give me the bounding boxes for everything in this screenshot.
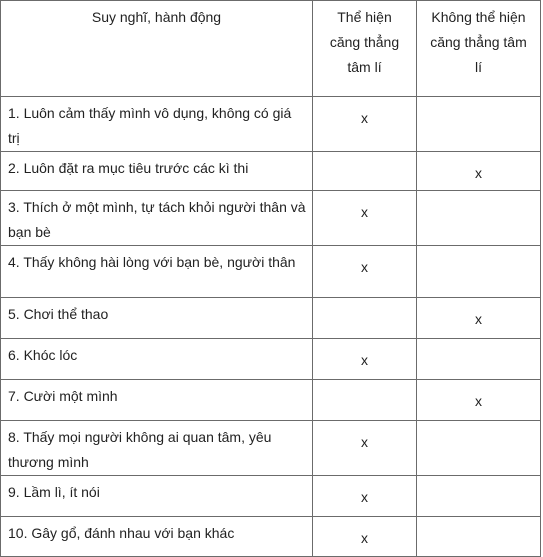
header-no-stress xyxy=(417,1,541,97)
no-stress-cell xyxy=(417,191,541,246)
statement-cell xyxy=(1,476,313,517)
table-row xyxy=(1,298,541,339)
stress-mark: x xyxy=(361,434,368,450)
no-stress-cell xyxy=(417,298,541,339)
table-row xyxy=(1,191,541,246)
statement-text: 8. Thấy mọi người không ai quan tâm, yêu thương mình xyxy=(8,429,272,470)
stress-mark: x xyxy=(361,110,368,126)
table-row xyxy=(1,517,541,557)
table-row xyxy=(1,380,541,421)
no-stress-mark xyxy=(417,421,540,430)
stress-cell xyxy=(313,339,417,380)
header-no-stress-text: Không thể hiện căng thẳng tâm lí xyxy=(430,9,527,75)
statement-text: 3. Thích ở một mình, tự tách khỏi người thân và bạn bè xyxy=(8,199,306,240)
stress-cell xyxy=(313,191,417,246)
statement-cell xyxy=(1,298,313,339)
statement-text: 4. Thấy không hài lòng với bạn bè, người thân xyxy=(8,254,296,270)
no-stress-mark xyxy=(417,191,540,200)
no-stress-mark: x xyxy=(475,165,482,181)
stress-mark: x xyxy=(361,352,368,368)
stress-cell xyxy=(313,380,417,421)
table-header-row xyxy=(1,1,541,97)
no-stress-mark xyxy=(417,246,540,255)
table-row xyxy=(1,339,541,380)
statement-cell xyxy=(1,339,313,380)
no-stress-cell xyxy=(417,476,541,517)
stress-cell xyxy=(313,152,417,191)
no-stress-mark xyxy=(417,97,540,106)
no-stress-cell xyxy=(417,97,541,152)
no-stress-mark xyxy=(417,476,540,485)
no-stress-cell xyxy=(417,152,541,191)
statement-text: 6. Khóc lóc xyxy=(8,347,78,363)
stress-cell xyxy=(313,97,417,152)
no-stress-mark xyxy=(417,339,540,348)
statement-cell xyxy=(1,191,313,246)
stress-cell xyxy=(313,517,417,557)
statement-cell xyxy=(1,380,313,421)
no-stress-cell xyxy=(417,246,541,298)
table-row xyxy=(1,421,541,476)
statement-text: 7. Cười một mình xyxy=(8,388,118,404)
no-stress-cell xyxy=(417,517,541,557)
stress-mark: x xyxy=(361,530,368,546)
stress-mark xyxy=(313,380,416,389)
no-stress-mark: x xyxy=(475,393,482,409)
no-stress-cell xyxy=(417,380,541,421)
stress-cell xyxy=(313,476,417,517)
table-row xyxy=(1,246,541,298)
header-stress-text: Thể hiện căng thẳng tâm lí xyxy=(329,9,400,75)
stress-mark: x xyxy=(361,489,368,505)
stress-mark xyxy=(313,298,416,307)
table-row xyxy=(1,97,541,152)
stress-mark: x xyxy=(361,259,368,275)
stress-cell xyxy=(313,298,417,339)
header-statement-text: Suy nghĩ, hành động xyxy=(91,9,222,25)
no-stress-cell xyxy=(417,339,541,380)
no-stress-cell xyxy=(417,421,541,476)
statement-text: 2. Luôn đặt ra mục tiêu trước các kì thi xyxy=(8,160,249,176)
statement-cell xyxy=(1,97,313,152)
stress-mark: x xyxy=(361,204,368,220)
header-statement xyxy=(1,1,313,97)
stress-cell xyxy=(313,246,417,298)
stress-mark xyxy=(313,152,416,161)
statement-cell xyxy=(1,421,313,476)
statement-cell xyxy=(1,517,313,557)
statement-text: 5. Chơi thể thao xyxy=(8,306,109,322)
table-row xyxy=(1,152,541,191)
no-stress-mark: x xyxy=(475,311,482,327)
table-row xyxy=(1,476,541,517)
statement-cell xyxy=(1,152,313,191)
statement-cell xyxy=(1,246,313,298)
statement-text: 9. Lầm lì, ít nói xyxy=(8,484,100,500)
stress-cell xyxy=(313,421,417,476)
header-stress xyxy=(313,1,417,97)
no-stress-mark xyxy=(417,517,540,526)
statement-text: 1. Luôn cảm thấy mình vô dụng, không có giá trị xyxy=(8,105,292,146)
statement-text: 10. Gây gổ, đánh nhau với bạn khác xyxy=(8,525,235,541)
